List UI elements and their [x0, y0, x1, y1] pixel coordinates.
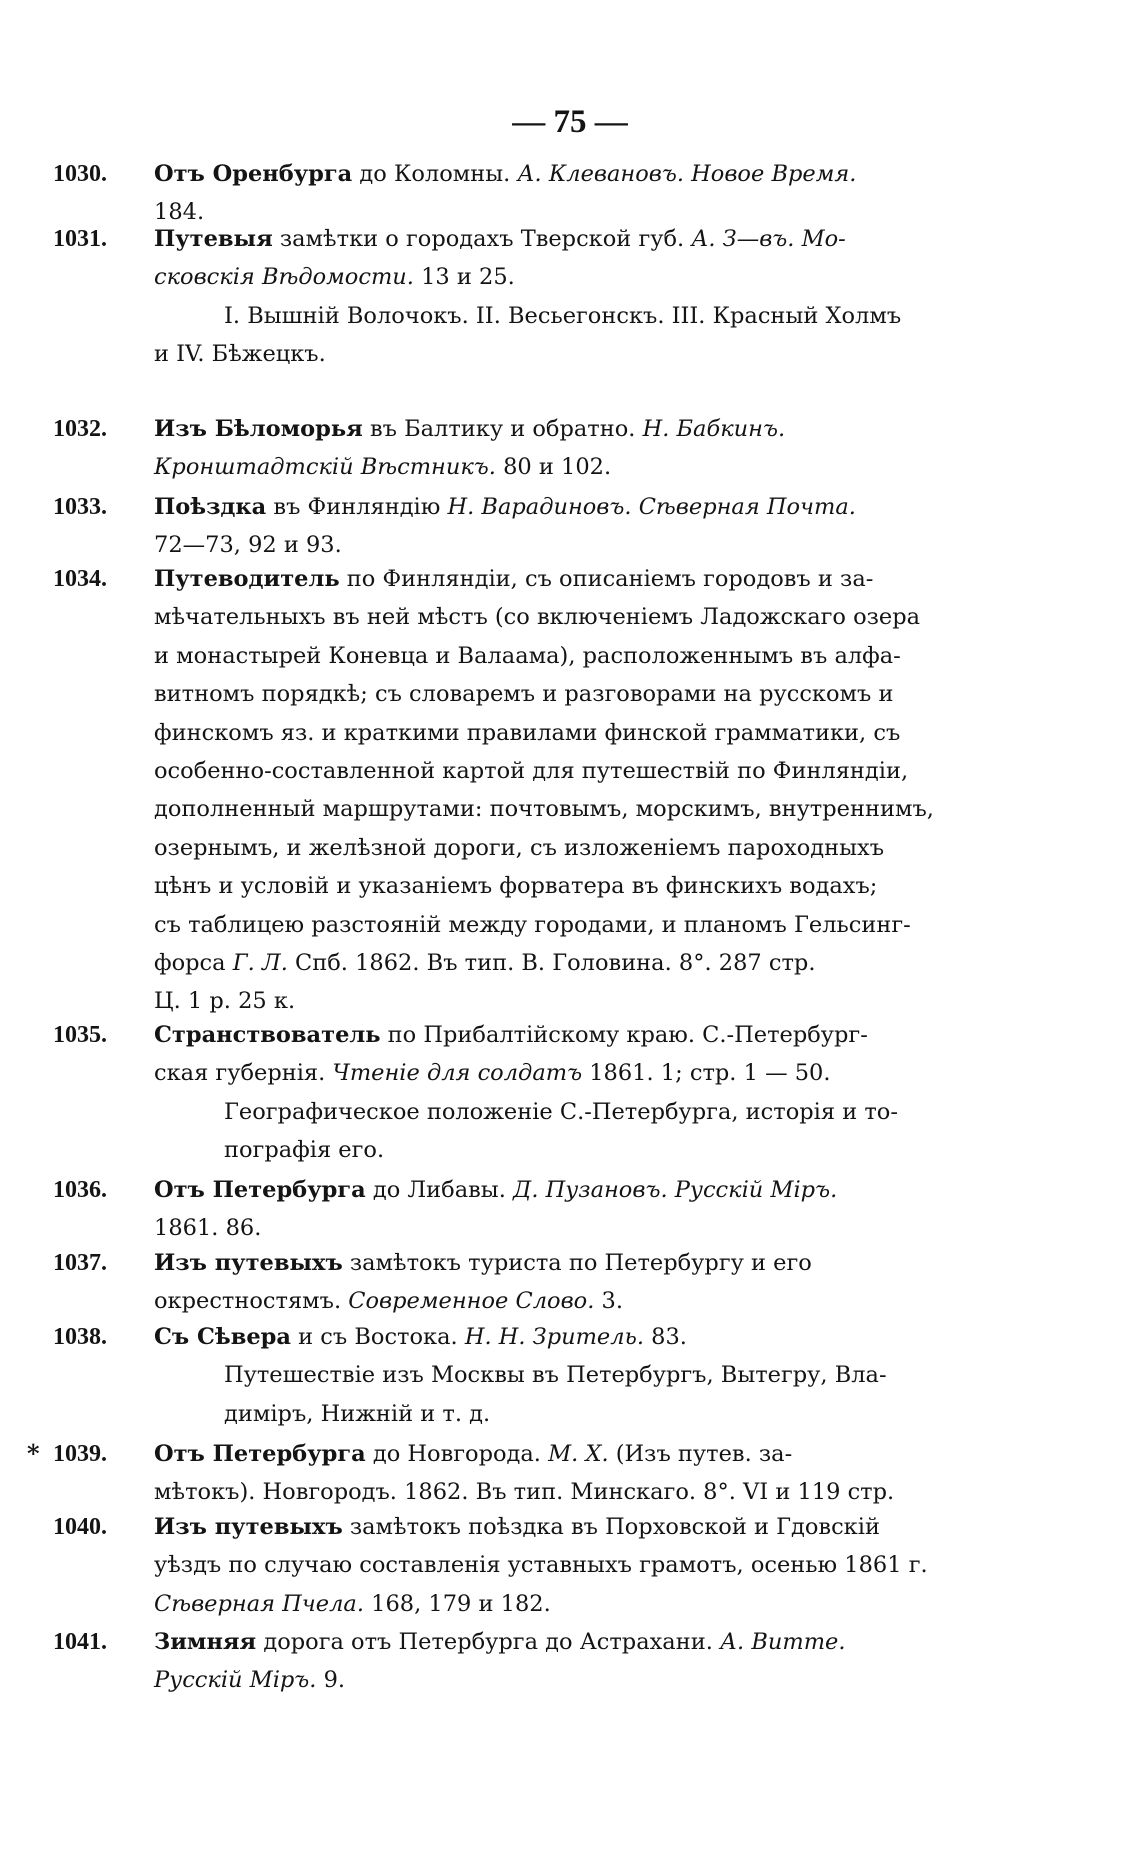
entry-line: Съ Сѣвера и съ Востока. Н. Н. Зритель. 83.: [154, 1324, 687, 1350]
entry-number: 1036.: [53, 1177, 107, 1203]
entry-number: 1030.: [53, 161, 107, 187]
entry-line: витномъ порядкѣ; съ словаремъ и разговорами на русскомъ и: [154, 681, 894, 708]
entry-line: съ таблицею разстояній между городами, и планомъ Гельсинг-: [154, 911, 911, 938]
entry-title: Отъ Петербурга: [154, 1441, 366, 1467]
entry-line: Зимняя дорога отъ Петербурга до Астрахани. А. Витте.: [154, 1629, 846, 1655]
entry-author: М. Х.: [548, 1441, 609, 1467]
entry-source: Чтеніе для солдатъ: [332, 1060, 583, 1087]
entry-author: Н. Бабкинъ.: [642, 416, 786, 442]
entry-source: Кронштадтскій Вѣстникъ.: [154, 454, 496, 481]
entry-price: Ц. 1 р. 25 к.: [154, 988, 296, 1015]
entry-1036: [53, 1171, 959, 1248]
entry-line: Отъ Оренбурга до Коломны. А. Клевановъ. Новое Время.: [154, 161, 857, 187]
entry-line: Русскій Міръ. 9.: [154, 1667, 346, 1694]
entry-1039: [27, 1435, 959, 1512]
entry-title: Поѣздка: [154, 494, 267, 520]
entry-1037: [53, 1244, 959, 1321]
entry-1033: [53, 488, 959, 565]
entry-line: мѣтокъ). Новгородъ. 1862. Въ тип. Минскаго. 8°. VI и 119 стр.: [154, 1479, 895, 1506]
page-number: — 75 —: [512, 104, 628, 140]
entry-title: Отъ Петербурга: [154, 1177, 366, 1203]
entry-author: Г. Л.: [232, 950, 288, 977]
entry-1041: [53, 1623, 959, 1700]
entry-line: дополненный маршрутами: почтовымъ, морскимъ, внутреннимъ,: [154, 796, 934, 823]
entry-author: А. Витте.: [720, 1629, 846, 1655]
entry-note: диміръ, Нижній и т. д.: [224, 1400, 491, 1427]
entry-line: Отъ Петербурга до Либавы. Д. Пузановъ. Русскій Міръ.: [154, 1177, 838, 1203]
entry-title: Странствователь: [154, 1022, 381, 1048]
entry-line: Изъ Бѣломорья въ Балтику и обратно. Н. Бабкинъ.: [154, 416, 786, 442]
entry-line: мѣчательныхъ въ ней мѣстъ (со включеніемъ Ладожскаго озера: [154, 604, 921, 631]
entry-line: 72—73, 92 и 93.: [154, 532, 342, 559]
entry-line: ская губернія. Чтеніе для солдатъ 1861. 1; стр. 1 — 50.: [154, 1060, 831, 1087]
entry-number: 1038.: [53, 1324, 107, 1350]
entry-line: и монастырей Коневца и Валаама), расположеннымъ въ алфа-: [154, 642, 901, 669]
entry-note: Путешествіе изъ Москвы въ Петербургъ, Вытегру, Вла-: [224, 1362, 887, 1389]
entry-line: Отъ Петербурга до Новгорода. М. Х. (Изъ путев. за-: [154, 1441, 793, 1467]
entry-author: Н. Н. Зритель.: [464, 1324, 644, 1350]
entry-1040: [53, 1508, 959, 1623]
asterisk-mark: *: [27, 1439, 40, 1468]
entry-title: Путеводитель: [154, 566, 340, 592]
entry-1032: [53, 410, 959, 487]
entry-number: 1033.: [53, 494, 107, 520]
entry-author: Н. Варадиновъ.: [447, 494, 632, 520]
entry-title: Съ Сѣвера: [154, 1324, 291, 1350]
entry-line: озернымъ, и желѣзной дороги, съ изложеніемъ пароходныхъ: [154, 834, 885, 861]
entry-number: 1031.: [53, 226, 107, 252]
entry-title: Отъ Оренбурга: [154, 161, 353, 187]
entry-line: цѣнъ и условій и указаніемъ форватера въ финскихъ водахъ;: [154, 873, 878, 900]
entry-line: Поѣздка въ Финляндію Н. Варадиновъ. Сѣверная Почта.: [154, 494, 856, 520]
entry-note: Географическое положеніе С.-Петербурга, исторія и то-: [224, 1098, 898, 1125]
entry-number: 1040.: [53, 1514, 107, 1540]
entry-note: и IV. Бѣжецкъ.: [154, 341, 326, 368]
entry-line: сковскія Вѣдомости. 13 и 25.: [154, 264, 515, 291]
entry-title: Путевыя: [154, 226, 273, 252]
entry-line: 184.: [154, 199, 205, 226]
entry-number: 1035.: [53, 1022, 107, 1048]
entry-source: Русскій Міръ.: [667, 1177, 838, 1203]
entry-source: сковскія Вѣдомости.: [154, 264, 414, 291]
entry-number: 1032.: [53, 416, 107, 442]
entry-line: Странствователь по Прибалтійскому краю. С.-Петербург-: [154, 1022, 868, 1048]
entry-line: Кронштадтскій Вѣстникъ. 80 и 102.: [154, 454, 612, 481]
entry-source: Русскій Міръ.: [154, 1667, 317, 1694]
entry-title: Изъ Бѣломорья: [154, 416, 363, 442]
entry-number: 1039.: [53, 1441, 107, 1467]
entry-line: Путеводитель по Финляндіи, съ описаніемъ городовъ и за-: [154, 566, 874, 592]
entry-line: 1861. 86.: [154, 1215, 262, 1242]
entry-title: Изъ путевыхъ: [154, 1250, 343, 1276]
entry-line: уѣздъ по случаю составленія уставныхъ грамотъ, осенью 1861 г.: [154, 1552, 928, 1579]
entry-author: А. Клевановъ.: [517, 161, 685, 187]
entry-1031: [53, 220, 959, 374]
entry-source: Сѣверная Пчела.: [154, 1590, 364, 1617]
entry-source: Сѣверная Почта.: [631, 494, 856, 520]
entry-line: Сѣверная Пчела. 168, 179 и 182.: [154, 1590, 551, 1617]
entry-source: Новое Время.: [684, 161, 857, 187]
entry-line: форса Г. Л. Спб. 1862. Въ тип. В. Головина. 8°. 287 стр.: [154, 950, 816, 977]
entry-line: финскомъ яз. и краткими правилами финской грамматики, съ: [154, 719, 901, 746]
entry-number: 1041.: [53, 1629, 107, 1655]
entry-title: Зимняя: [154, 1629, 257, 1655]
entry-line: особенно-составленной картой для путешествій по Финляндіи,: [154, 758, 909, 785]
entry-author: Д. Пузановъ.: [513, 1177, 668, 1203]
entry-line: Путевыя замѣтки о городахъ Тверской губ. А. З—въ. Mo-: [154, 226, 846, 252]
entry-1034: [53, 560, 959, 1021]
entry-line: Изъ путевыхъ замѣтокъ туриста по Петербургу и его: [154, 1250, 812, 1276]
entry-line: Изъ путевыхъ замѣтокъ поѣздка въ Порховской и Гдовскій: [154, 1514, 880, 1540]
entry-author: А. З—въ.: [691, 226, 795, 252]
entry-1035: [53, 1016, 959, 1170]
entry-source: Mo-: [794, 226, 846, 252]
entry-note: I. Вышній Волочокъ. II. Весьегонскъ. III. Красный Холмъ: [224, 302, 902, 329]
entry-number: 1034.: [53, 566, 107, 592]
entry-title: Изъ путевыхъ: [154, 1514, 343, 1540]
entry-note: пографія его.: [224, 1137, 385, 1164]
entry-number: 1037.: [53, 1250, 107, 1276]
entry-source: Современное Слово.: [348, 1288, 595, 1315]
entry-1038: [53, 1318, 959, 1433]
entry-line: окрестностямъ. Современное Слово. 3.: [154, 1288, 624, 1315]
